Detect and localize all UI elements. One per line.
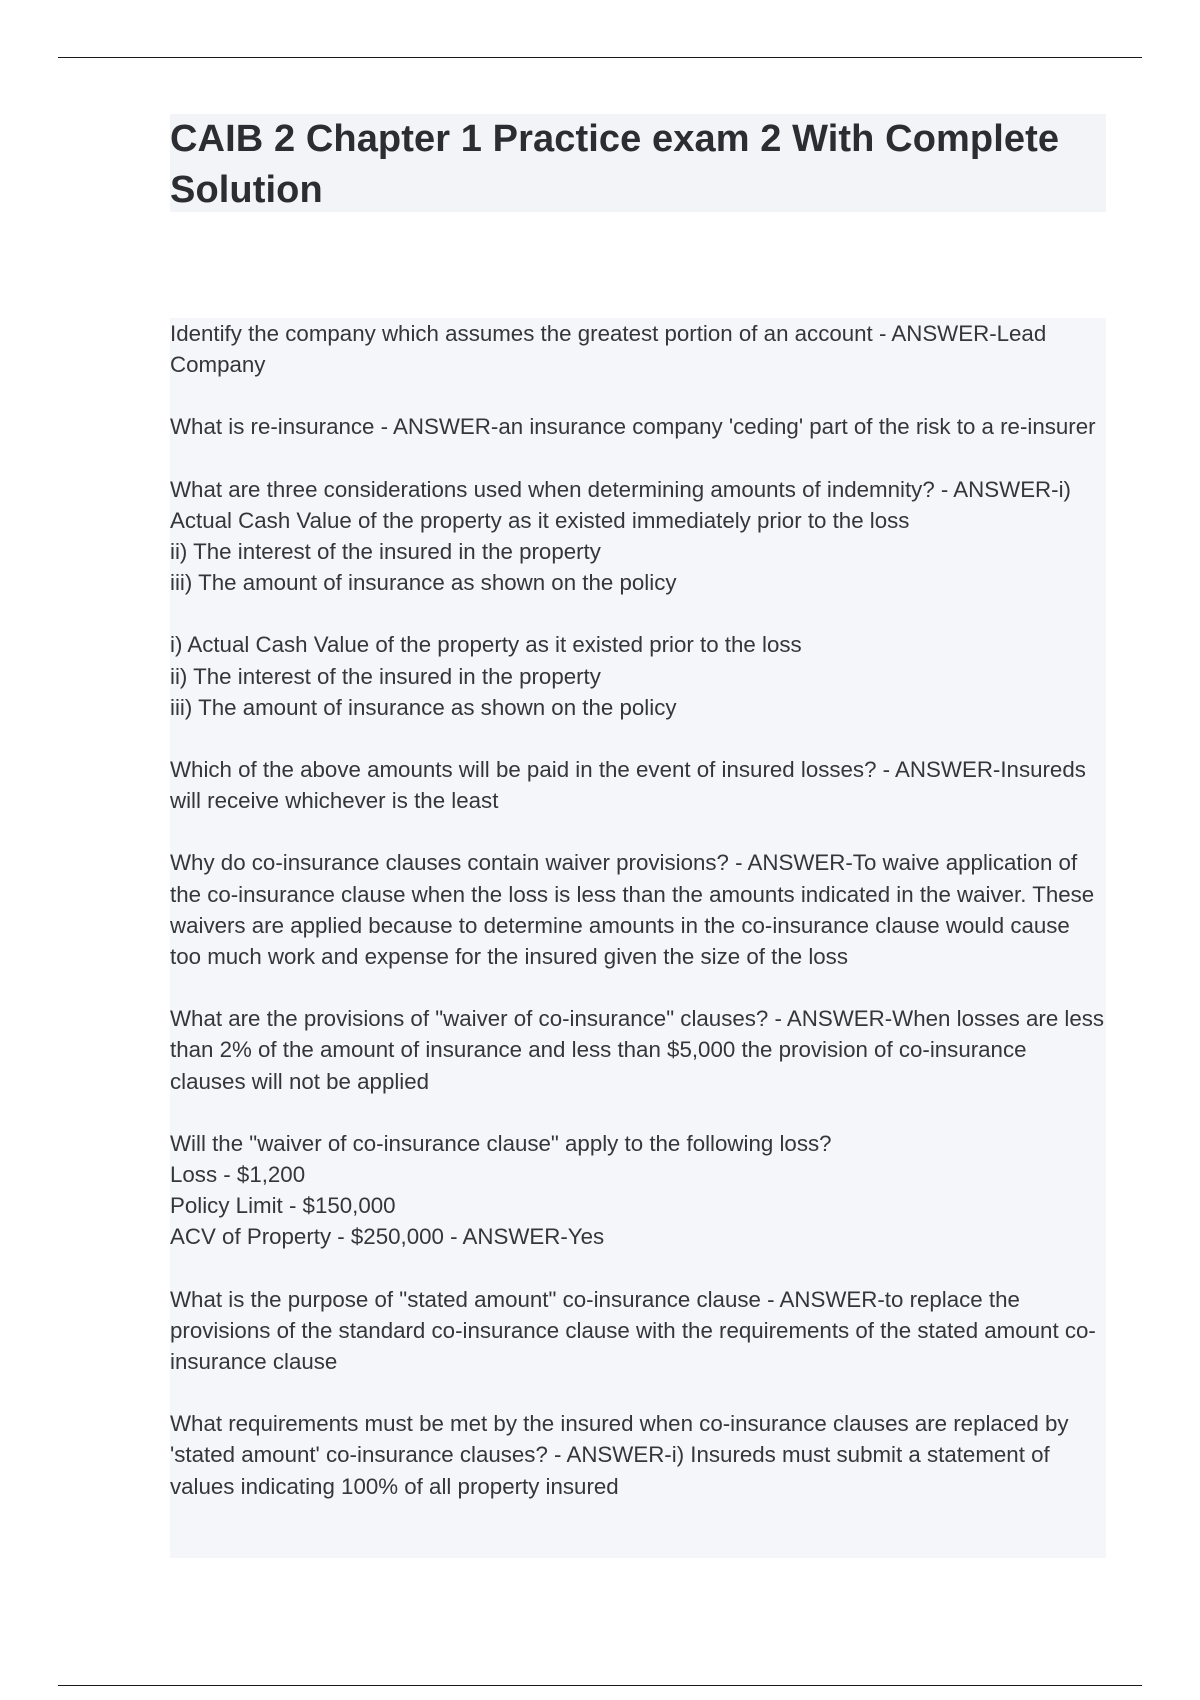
qa-item: What are the provisions of "waiver of co-insurance" clauses? - ANSWER-When losses are less than 2% of the amount of insurance and less than $5,000 the provision of co-insurance clauses will not be applied <box>170 1006 1105 1094</box>
qa-item: Will the "waiver of co-insurance clause" apply to the following loss? Loss - $1,200 Policy Limit - $150,000 ACV of Property - $250,000 - ANSWER-Yes <box>170 1130 832 1250</box>
bottom-rule <box>58 1685 1142 1686</box>
qa-item: What requirements must be met by the insured when co-insurance clauses are replaced by 'stated amount' co-insurance clauses? - ANSWER-i) Insureds must submit a statement of values indicating 100% of all property insured <box>170 1411 1069 1499</box>
document-title: CAIB 2 Chapter 1 Practice exam 2 With Complete Solution <box>170 118 1060 211</box>
qa-item: i) Actual Cash Value of the property as it existed prior to the loss ii) The interest of the insured in the property iii) The amount of insurance as shown on the policy <box>170 632 802 720</box>
qa-item: Why do co-insurance clauses contain waiver provisions? - ANSWER-To waive application of the co-insurance clause when the loss is less than the amounts indicated in the waiver. These waivers are applied because to determine amounts in the co-insurance clause would cause too much work and expense for the insured given the size of the loss <box>170 850 1095 970</box>
qa-item: Identify the company which assumes the greatest portion of an account - ANSWER-Lead Company <box>170 321 1047 378</box>
title-block <box>170 114 1106 212</box>
qa-item: Which of the above amounts will be paid in the event of insured losses? - ANSWER-Insureds will receive whichever is the least <box>170 757 1086 814</box>
qa-content <box>170 318 1106 1558</box>
qa-item: What is re-insurance - ANSWER-an insurance company 'ceding' part of the risk to a re-insurer <box>170 414 1096 440</box>
top-rule <box>58 57 1142 58</box>
qa-item: What is the purpose of "stated amount" co-insurance clause - ANSWER-to replace the provisions of the standard co-insurance clause with the requirements of the stated amount co-insurance clause <box>170 1286 1096 1375</box>
qa-item: What are three considerations used when determining amounts of indemnity? - ANSWER-i) Actual Cash Value of the property as it existed immediately prior to the loss ii) The interest of the insured in the property iii) The amount of insurance as shown on the policy <box>170 476 1071 596</box>
